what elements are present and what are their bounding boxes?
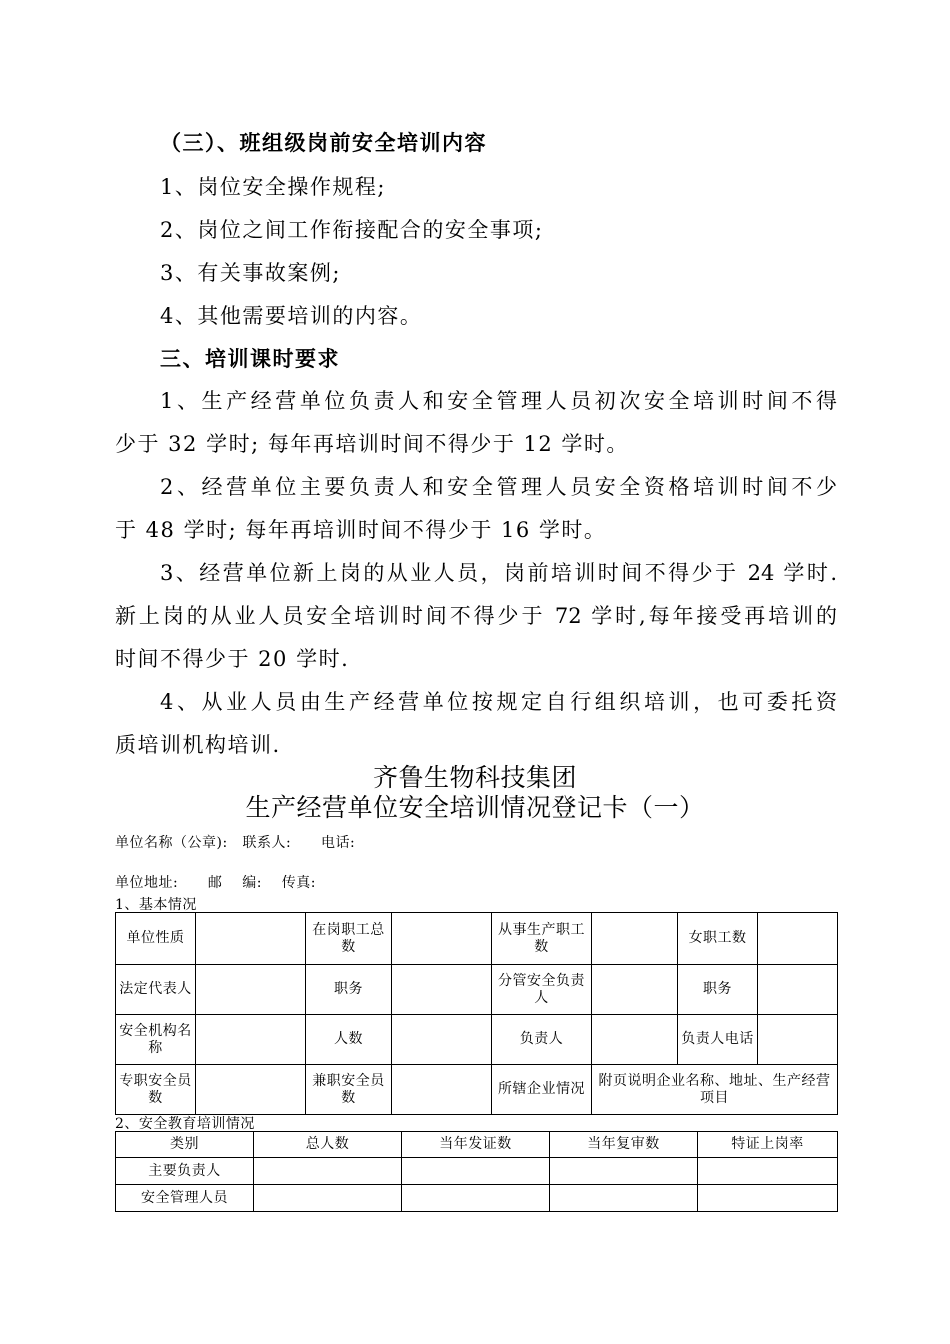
value-cell[interactable] bbox=[392, 965, 492, 1015]
paragraph-line: 1、生产经营单位负责人和安全管理人员初次安全培训时间不得 bbox=[160, 389, 837, 413]
paragraph-line: 于 48 学时; 每年再培训时间不得少于 16 学时。 bbox=[115, 518, 607, 542]
label-cell: 女职工数 bbox=[678, 913, 758, 965]
label-cell: 负责人电话 bbox=[678, 1015, 758, 1065]
value-cell[interactable] bbox=[254, 1158, 402, 1185]
table-row bbox=[116, 965, 838, 1015]
value-cell[interactable] bbox=[196, 965, 306, 1015]
list-item: 1、岗位安全操作规程; bbox=[160, 175, 386, 199]
paragraph-line: 新上岗的从业人员安全培训时间不得少于 72 学时,每年接受再培训的 bbox=[115, 604, 837, 628]
paragraph-line: 时间不得少于 20 学时. bbox=[115, 647, 350, 671]
education-table bbox=[115, 1131, 838, 1212]
label-cell: 法定代表人 bbox=[116, 965, 196, 1015]
paragraph-line: 2、经营单位主要负责人和安全管理人员安全资格培训时间不少 bbox=[160, 475, 837, 499]
value-cell[interactable] bbox=[402, 1158, 550, 1185]
value-cell[interactable] bbox=[392, 1065, 492, 1115]
value-cell[interactable] bbox=[392, 1015, 492, 1065]
label-cell: 从事生产职工数 bbox=[492, 913, 592, 965]
value-cell[interactable] bbox=[196, 1015, 306, 1065]
section-label-education: 2、安全教育培训情况 bbox=[115, 1116, 255, 1132]
table-row bbox=[116, 1185, 838, 1212]
value-cell[interactable] bbox=[196, 1065, 306, 1115]
value-cell[interactable] bbox=[758, 1015, 838, 1065]
list-item: 2、岗位之间工作衔接配合的安全事项; bbox=[160, 218, 544, 242]
value-cell[interactable] bbox=[592, 965, 678, 1015]
basic-info-table bbox=[115, 912, 838, 1115]
value-cell[interactable] bbox=[550, 1185, 698, 1212]
label-cell: 分管安全负责人 bbox=[492, 965, 592, 1015]
column-header: 当年发证数 bbox=[402, 1132, 550, 1158]
paragraph-line: 质培训机构培训. bbox=[115, 733, 281, 757]
column-header: 当年复审数 bbox=[550, 1132, 698, 1158]
row-label: 主要负责人 bbox=[116, 1158, 254, 1185]
list-item: 3、有关事故案例; bbox=[160, 261, 341, 285]
table-row bbox=[116, 1158, 838, 1185]
label-cell: 职务 bbox=[306, 965, 392, 1015]
label-cell: 人数 bbox=[306, 1015, 392, 1065]
table-row bbox=[116, 1015, 838, 1065]
value-cell[interactable] bbox=[758, 913, 838, 965]
paragraph-line: 3、经营单位新上岗的从业人员，岗前培训时间不得少于 24 学时. bbox=[160, 561, 837, 585]
form-info-row-1: 单位名称（公章): 联系人: 电话: bbox=[115, 835, 356, 851]
value-cell[interactable] bbox=[698, 1158, 838, 1185]
column-header: 总人数 bbox=[254, 1132, 402, 1158]
value-cell[interactable] bbox=[592, 913, 678, 965]
table-header-row bbox=[116, 1132, 838, 1158]
label-cell: 所辖企业情况 bbox=[492, 1065, 592, 1115]
note-cell: 附页说明企业名称、地址、生产经营项目 bbox=[592, 1065, 838, 1115]
table-row bbox=[116, 1065, 838, 1115]
section-heading-training-hours: 三、培训课时要求 bbox=[160, 346, 340, 371]
value-cell[interactable] bbox=[392, 913, 492, 965]
paragraph-line: 少于 32 学时; 每年再培训时间不得少于 12 学时。 bbox=[115, 432, 629, 456]
label-cell: 职务 bbox=[678, 965, 758, 1015]
label-cell: 负责人 bbox=[492, 1015, 592, 1065]
label-cell: 单位性质 bbox=[116, 913, 196, 965]
list-item: 4、其他需要培训的内容。 bbox=[160, 304, 423, 328]
value-cell[interactable] bbox=[758, 965, 838, 1015]
value-cell[interactable] bbox=[196, 913, 306, 965]
value-cell[interactable] bbox=[254, 1185, 402, 1212]
form-info-row-2: 单位地址: 邮 编: 传真: bbox=[115, 875, 316, 891]
label-cell: 在岗职工总数 bbox=[306, 913, 392, 965]
row-label: 安全管理人员 bbox=[116, 1185, 254, 1212]
label-cell: 兼职安全员数 bbox=[306, 1065, 392, 1115]
value-cell[interactable] bbox=[402, 1185, 550, 1212]
table-row bbox=[116, 913, 838, 965]
value-cell[interactable] bbox=[698, 1185, 838, 1212]
paragraph-line: 4、从业人员由生产经营单位按规定自行组织培训，也可委托资 bbox=[160, 690, 837, 714]
column-header: 类别 bbox=[116, 1132, 254, 1158]
section-heading-3: （三）、班组级岗前安全培训内容 bbox=[160, 130, 487, 155]
label-cell: 安全机构名称 bbox=[116, 1015, 196, 1065]
column-header: 特证上岗率 bbox=[698, 1132, 838, 1158]
section-label-basic: 1、基本情况 bbox=[115, 897, 197, 913]
value-cell[interactable] bbox=[550, 1158, 698, 1185]
form-title-card: 生产经营单位安全培训情况登记卡（一） bbox=[245, 793, 705, 822]
label-cell: 专职安全员数 bbox=[116, 1065, 196, 1115]
form-title-company: 齐鲁生物科技集团 bbox=[372, 763, 577, 792]
value-cell[interactable] bbox=[592, 1015, 678, 1065]
